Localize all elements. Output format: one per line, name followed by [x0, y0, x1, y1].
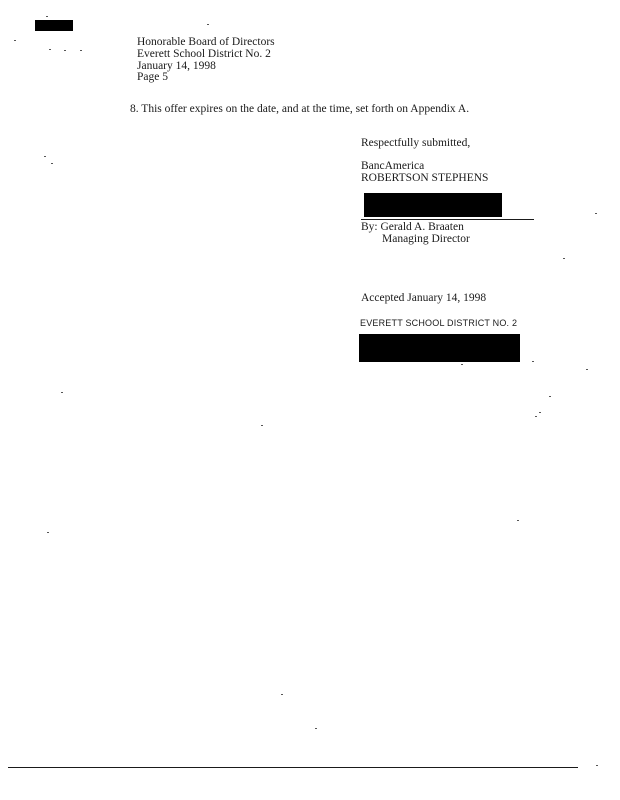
signer-name: By: Gerald A. Braaten [361, 221, 464, 233]
scan-speck [49, 49, 51, 50]
scan-speck [549, 396, 551, 397]
scan-speck [46, 16, 48, 17]
accepting-party: EVERETT SCHOOL DISTRICT NO. 2 [360, 318, 518, 328]
scan-speck [517, 520, 519, 521]
scan-speck [461, 364, 463, 365]
scan-speck [563, 258, 565, 259]
scan-speck [261, 425, 263, 426]
closing-line: Respectfully submitted, [361, 137, 471, 149]
scan-speck [51, 163, 53, 164]
scan-speck [539, 412, 541, 413]
redaction-bar-top [35, 20, 73, 31]
scan-speck [47, 532, 49, 533]
acceptance-date: Accepted January 14, 1998 [361, 292, 487, 304]
scan-speck [44, 156, 46, 157]
scan-speck [596, 765, 598, 766]
scan-speck [315, 728, 317, 729]
acceptance-signature-redaction [359, 334, 520, 362]
firm-name-line-1: BancAmerica [361, 160, 425, 172]
scan-speck [64, 50, 66, 51]
signature-line [361, 219, 534, 220]
bottom-rule [8, 767, 578, 768]
addressee-line: Honorable Board of Directors [137, 36, 275, 48]
scan-speck [586, 369, 588, 370]
scan-speck [61, 392, 63, 393]
scan-speck [532, 361, 534, 362]
signer-title: Managing Director [382, 233, 470, 245]
firm-name-line-2: ROBERTSON STEPHENS [361, 172, 489, 184]
scan-speck [14, 40, 16, 41]
scan-speck [207, 24, 209, 25]
signature-redaction [364, 193, 502, 217]
scan-speck [281, 694, 283, 695]
offer-expiration-clause: 8. This offer expires on the date, and at the time, set forth on Appendix A. [130, 103, 470, 115]
letter-date: January 14, 1998 [137, 60, 216, 72]
scan-speck [80, 50, 82, 51]
scan-speck [535, 416, 537, 417]
district-line: Everett School District No. 2 [137, 48, 271, 60]
page-number: Page 5 [137, 71, 168, 83]
scan-speck [595, 213, 597, 214]
